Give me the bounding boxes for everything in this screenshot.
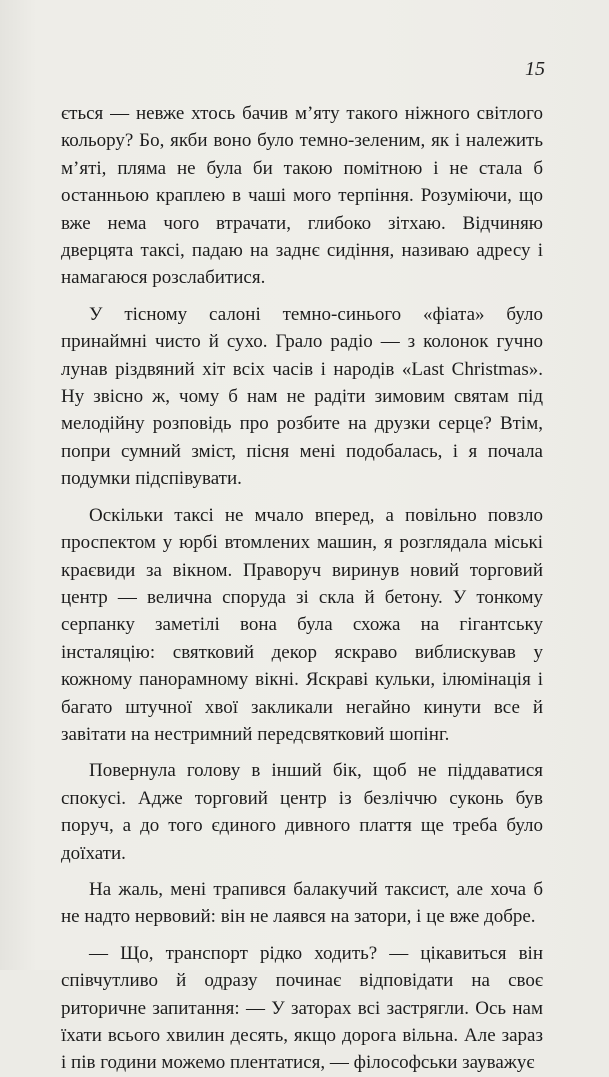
paragraph-3: Оскільки таксі не мчало вперед, а повільно повзло проспектом у юрбі втомлених машин, я розглядала міські краєвиди за вікном. Праворуч виринув новий торговий центр — велична споруда зі скла й бетону. У тонкому серпанку заметілі вона була схожа на гігантську інсталяцію: святковий декор яскраво виблискував у кожному панорамному вікні. Яскраві кульки, ілюмінація і багато штучної хвої закликали негайно кинути все й завітати на нестримний передсвятковий шопінг. — [61, 504, 543, 745]
paragraph-1: ється — невже хтось бачив м’яту такого ніжного світлого кольору? Бо, якби воно було темно-зеленим, як і належить м’яті, пляма не була би такою помітною і не стала б останньою краплею в чаші мого терпіння. Розуміючи, що вже нема чого втрачати, глибоко зітхаю. Відчиняю дверцята таксі, падаю на заднє сидіння, називаю адресу і намагаюся розслабитися. — [61, 103, 543, 289]
paragraph-4: Повернула голову в інший бік, щоб не піддаватися спокусі. Адже торговий центр із безліччю суконь був поруч, а до того єдиного дивного плаття ще треба було доїхати. — [61, 760, 543, 864]
page-number: 15 — [525, 58, 545, 80]
paragraph-6: — Що, транспорт рідко ходить? — цікавиться він співчутливо й одразу починає відповідати на своє риторичне запитання: — У заторах всі застрягли. Ось нам їхати всього хвилин десять, якщо дорога вільна. Але зараз і пів години можемо плентатися, — філософськи зауважує — [61, 942, 543, 1074]
body-text — [61, 100, 543, 1077]
paragraph-2: У тісному салоні темно-синього «фіата» було принаймні чисто й сухо. Грало радіо — з колонок гучно лунав різдвяний хіт всіх часів і народів «Last Christmas». Ну звісно ж, чому б нам не радіти зимовим святам під мелодійну розповідь про розбите на друзки серце? Втім, попри сумний зміст, пісня мені подобалась, і я почала подумки підспівувати. — [61, 303, 543, 490]
paragraph-5: На жаль, мені трапився балакучий таксист, але хоча б не надто нервовий: він не лаявся на затори, і це вже добре. — [61, 878, 543, 928]
